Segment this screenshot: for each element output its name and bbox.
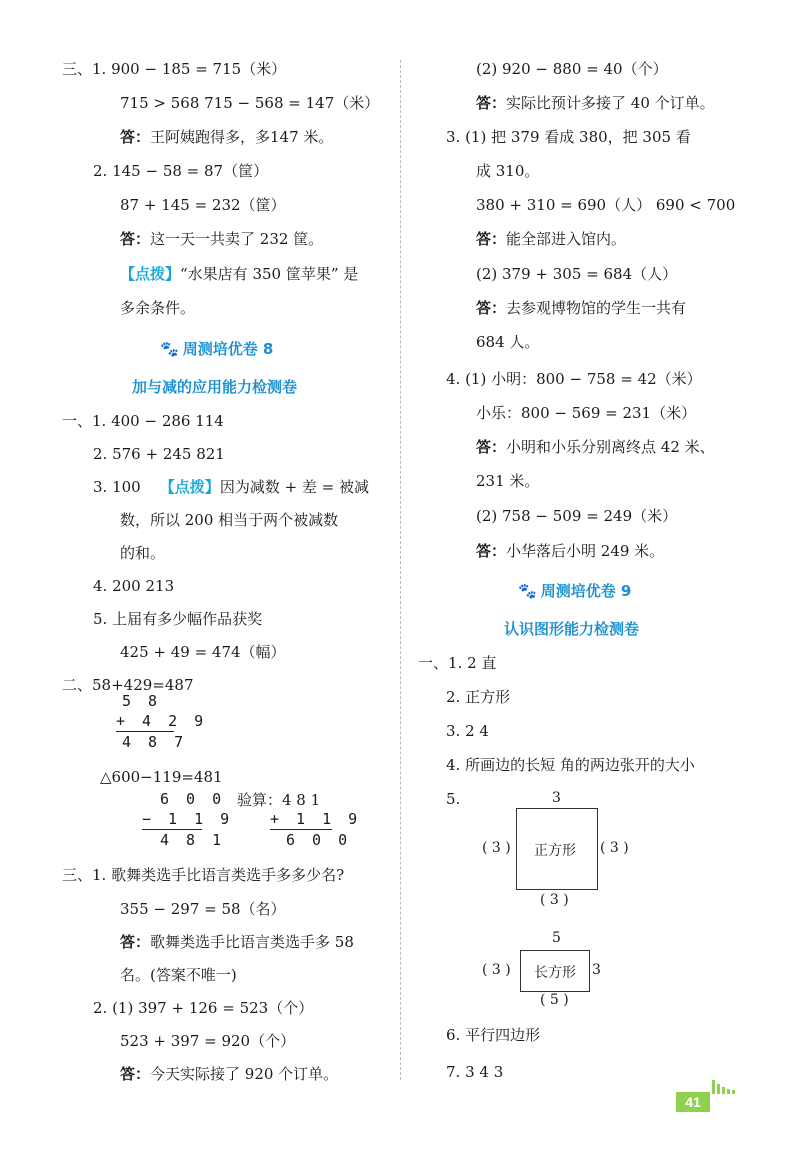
answer-line: 三、1. 歌舞类选手比语言类选手多多少名?: [62, 866, 345, 884]
rect-label: 长方形: [534, 965, 576, 981]
check-label: 验算：4 8 1: [237, 791, 321, 809]
answer-line: 87 + 145 = 232（筐）: [120, 196, 286, 214]
answer-line: (2) 920 − 880 = 40（个）: [476, 60, 668, 78]
answer-line: 2. 145 − 58 = 87（筐）: [93, 162, 269, 180]
answer-line: [476, 297, 686, 319]
tip-text: “水果店有 350 筐苹果” 是: [180, 265, 359, 283]
answer-line: (2) 758 − 509 = 249（米）: [476, 507, 678, 525]
rect-left-length: ( 3 ): [482, 962, 511, 978]
section-title: 🐾 周测培优卷 8: [160, 340, 274, 358]
vertical-addend: + 4 2 9: [116, 712, 208, 730]
vertical-minuend: 6 0 0: [160, 790, 226, 808]
tip-tag: 【点拨】: [159, 478, 220, 496]
answer-text: 小华落后小明 249 米。: [506, 542, 665, 560]
answer-text: 去参观博物馆的学生一共有: [506, 299, 687, 317]
vertical-subtrahend: − 1 1 9: [142, 810, 234, 828]
answer-line: 二、58+429=487: [62, 676, 194, 694]
answer-line: 成 310。: [476, 162, 540, 180]
answer-line: [476, 228, 626, 250]
calc-rule: [116, 731, 174, 732]
answer-prefix: 答：: [476, 438, 507, 456]
answer-line: 355 − 297 = 58（名）: [120, 900, 286, 918]
answer-text: 实际比预计多接了 40 个订单。: [506, 94, 715, 112]
answer-line: [120, 931, 354, 953]
answer-line: 5. 上届有多少幅作品获奖: [93, 610, 263, 628]
answer-line: 一、1. 400 − 286 114: [62, 412, 224, 430]
answer-line: 2. (1) 397 + 126 = 523（个）: [93, 999, 314, 1017]
vertical-sum: 6 0 0: [286, 831, 352, 849]
answer-text: 王阿姨跑得多，多147 米。: [150, 128, 334, 146]
vertical-difference: 4 8 1: [160, 831, 226, 849]
rect-top-length: 5: [552, 930, 561, 946]
answer-line: (2) 379 + 305 = 684（人）: [476, 265, 678, 283]
answer-prefix: 答：: [120, 1065, 151, 1083]
section-subtitle: 认识图形能力检测卷: [504, 620, 640, 638]
section-title: 🐾 周测培优卷 9: [518, 582, 632, 600]
answer-line: 3. 2 4: [446, 722, 489, 740]
tip-line: 多余条件。: [120, 299, 196, 317]
answer-line: 小乐：800 − 569 = 231（米）: [476, 404, 697, 422]
answer-line: 4. 所画边的长短 角的两边张开的大小: [446, 756, 695, 774]
calc-rule: [142, 829, 202, 830]
answer-line: 2. 576 + 245 821: [93, 445, 225, 463]
answer-text: 小明和小乐分别离终点 42 米、: [506, 438, 715, 456]
tip-line: 数，所以 200 相当于两个被减数: [120, 511, 339, 529]
answer-prefix: 答：: [476, 299, 507, 317]
answer-line: 2. 正方形: [446, 688, 511, 706]
vertical-sum: 4 8 7: [122, 733, 188, 751]
answer-line: △600−119=481: [100, 768, 223, 786]
answer-text: 能全部进入馆内。: [506, 230, 627, 248]
answer-line: 6. 平行四边形: [446, 1026, 541, 1044]
answer-line: [120, 1063, 338, 1085]
answer-line: 4. 200 213: [93, 577, 175, 595]
answer-line: 231 米。: [476, 472, 540, 490]
answer-line: 名。(答案不唯一): [120, 966, 237, 984]
answer-line: 523 + 397 = 920（个）: [120, 1032, 296, 1050]
square-top-length: 3: [552, 790, 561, 806]
answer-prefix: 答：: [120, 933, 151, 951]
square-left-length: ( 3 ): [482, 840, 511, 856]
answer-line: 4. (1) 小明：800 − 758 = 42（米）: [446, 370, 702, 388]
answer-line: 三、1. 900 − 185 = 715（米）: [62, 60, 287, 78]
answer-line: 715 > 568 715 − 568 = 147（米）: [120, 94, 380, 112]
paw-icon: 🐾: [160, 340, 179, 358]
answer-prefix: 答：: [120, 230, 151, 248]
answer-prefix: 答：: [476, 542, 507, 560]
paw-icon: 🐾: [518, 582, 537, 600]
tip-line: 的和。: [120, 544, 166, 562]
answer-line: [476, 92, 715, 114]
answer-text: 歌舞类选手比语言类选手多 58: [150, 933, 354, 951]
square-label: 正方形: [534, 843, 576, 859]
tip-text: 因为减数 + 差 = 被减: [219, 478, 370, 496]
answer-prefix: 答：: [476, 230, 507, 248]
answer-text: 今天实际接了 920 个订单。: [150, 1065, 339, 1083]
vertical-addend: + 1 1 9: [270, 810, 362, 828]
answer-line: [120, 126, 333, 148]
answer-line: 425 + 49 = 474（幅）: [120, 643, 286, 661]
answer-line: [476, 540, 664, 562]
section-subtitle: 加与减的应用能力检测卷: [132, 378, 298, 396]
column-divider: [400, 60, 401, 1080]
rect-bottom-length: ( 5 ): [540, 992, 569, 1008]
answer-prefix: 答：: [120, 128, 151, 146]
answer-line: 3. (1) 把 379 看成 380，把 305 看: [446, 128, 691, 146]
answer-text: 3. 100: [93, 478, 141, 496]
answer-line: [476, 436, 715, 458]
answer-line: 一、1. 2 直: [418, 654, 497, 672]
rect-right-length: 3: [592, 962, 601, 978]
square-right-length: ( 3 ): [600, 840, 629, 856]
answer-prefix: 答：: [476, 94, 507, 112]
answer-line: 380 + 310 = 690（人） 690 < 700: [476, 196, 736, 214]
answer-line: [120, 228, 323, 250]
answer-line: [93, 476, 369, 498]
answer-line: 684 人。: [476, 333, 540, 351]
tip-line: [120, 263, 358, 285]
tip-tag: 【点拨】: [120, 265, 181, 283]
calc-rule: [270, 829, 332, 830]
answer-line: 5.: [446, 790, 461, 808]
page-number: 41: [676, 1092, 710, 1112]
vertical-addend: 5 8: [122, 692, 162, 710]
answer-text: 这一天一共卖了 232 筐。: [150, 230, 324, 248]
answer-line: 7. 3 4 3: [446, 1063, 504, 1081]
square-bottom-length: ( 3 ): [540, 892, 569, 908]
